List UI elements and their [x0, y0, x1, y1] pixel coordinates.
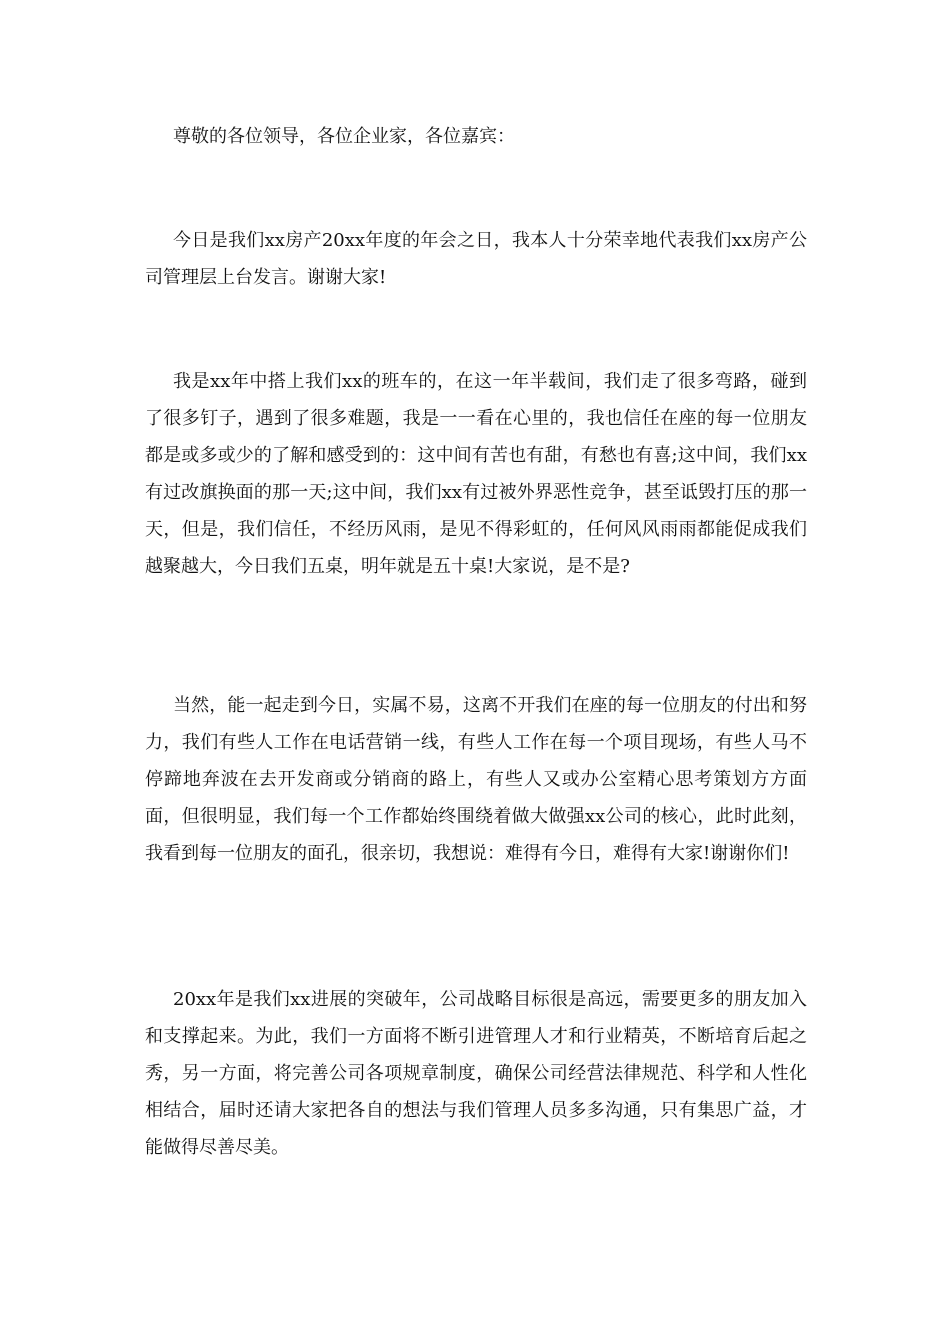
gratitude-paragraph: 当然，能一起走到今日，实属不易，这离不开我们在座的每一位朋友的付出和努力，我们有些人工作在电话营销一线，有些人工作在每一个项目现场，有些人马不停蹄地奔波在去开发商或分销商的路上，有些人又或办公室精心思考策划方方面面，但很明显，我们每一个工作都始终围绕着做大做强xx公司的核心，此时此刻，我看到每一位朋友的面孔，很亲切，我想说：难得有今日，难得有大家!谢谢你们! — [145, 695, 807, 864]
outlook-paragraph: 20xx年是我们xx进展的突破年，公司战略目标很是高远，需要更多的朋友加入和支撑起来。为此，我们一方面将不断引进管理人才和行业精英，不断培育后起之秀，另一方面，将完善公司各项规章制度，确保公司经营法律规范、科学和人性化相结合，届时还请大家把各自的想法与我们管理人员多多沟通，只有集思广益，才能做得尽善尽美。 — [145, 989, 807, 1158]
opening-paragraph: 今日是我们xx房产20xx年度的年会之日，我本人十分荣幸地代表我们xx房产公司管理层上台发言。谢谢大家! — [145, 230, 807, 288]
journey-paragraph: 我是xx年中搭上我们xx的班车的，在这一年半载间，我们走了很多弯路，碰到了很多钉子，遇到了很多难题，我是一一看在心里的，我也信任在座的每一位朋友都是或多或少的了解和感受到的：这中间有苦也有甜，有愁也有喜;这中间，我们xx有过改旗换面的那一天;这中间，我们xx有过被外界恶性竞争，甚至诋毁打压的那一天，但是，我们信任，不经历风雨，是见不得彩虹的，任何风风雨雨都能促成我们越聚越大，今日我们五桌，明年就是五十桌!大家说，是不是? — [145, 371, 807, 577]
salutation-paragraph: 尊敬的各位领导，各位企业家，各位嘉宾： — [173, 126, 515, 147]
